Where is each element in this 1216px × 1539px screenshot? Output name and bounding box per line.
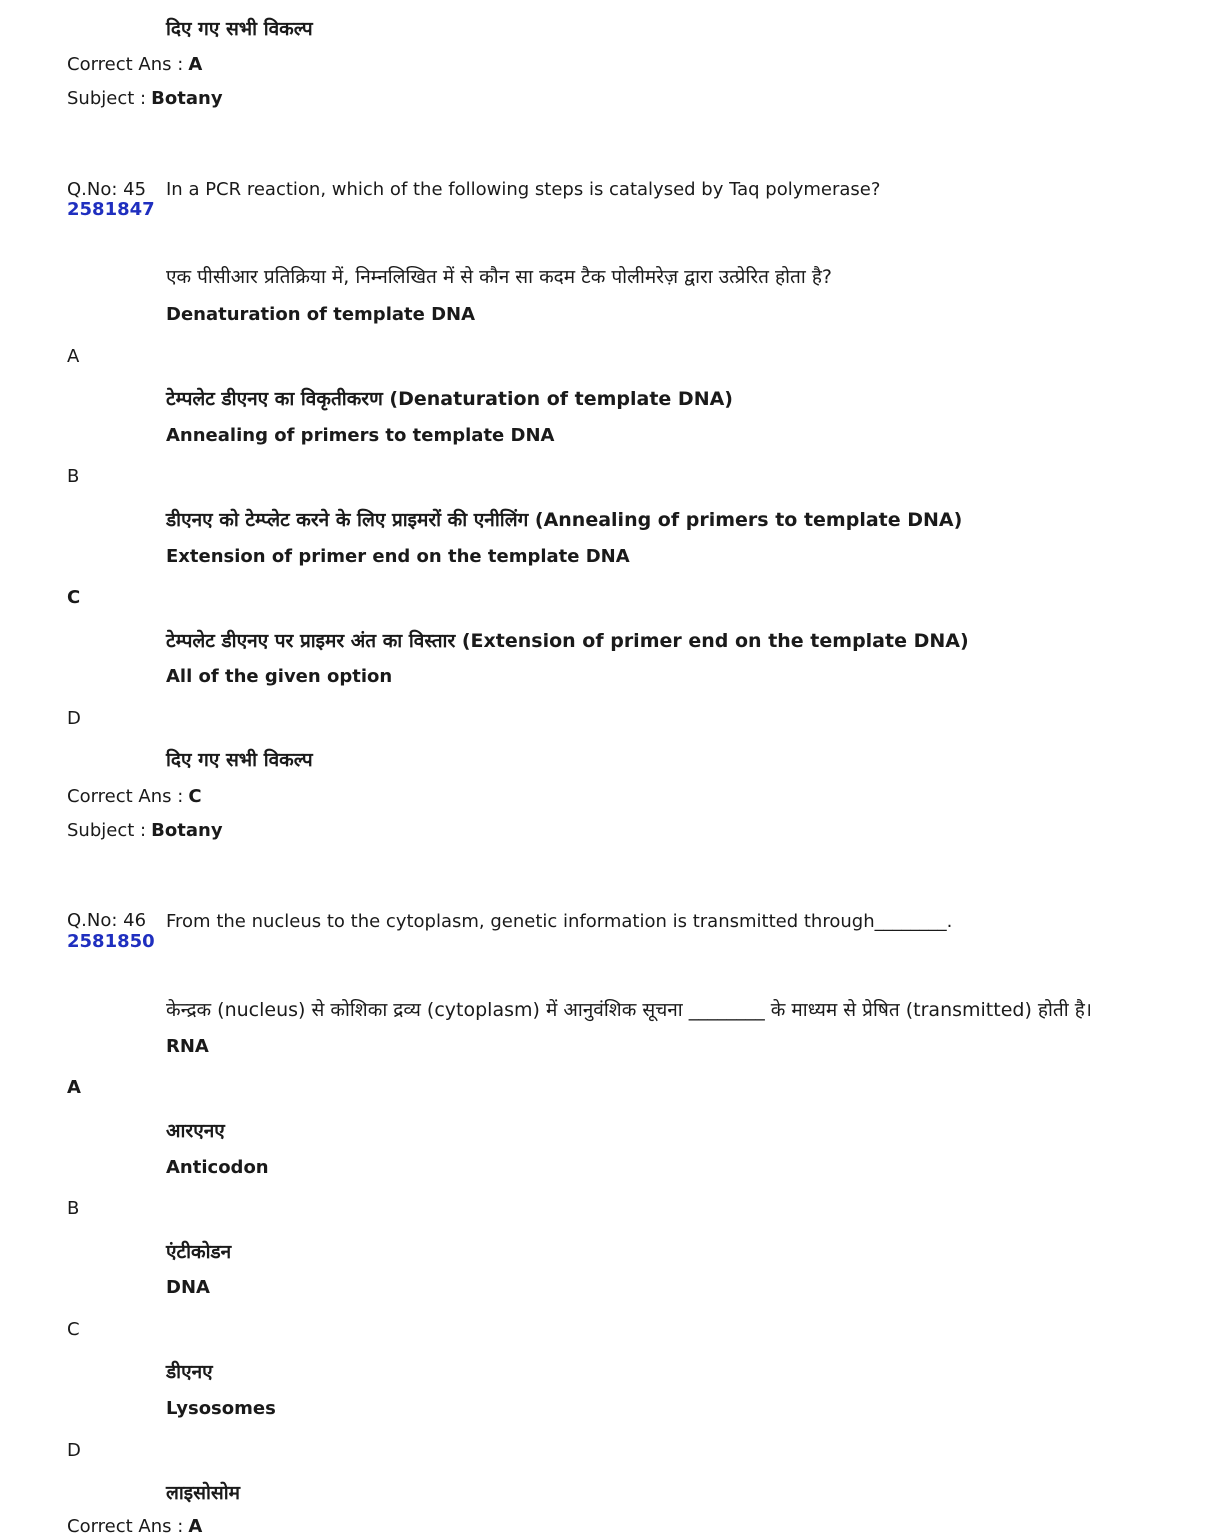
q45-option-d-hi: दिए गए सभी विकल्प bbox=[166, 749, 313, 771]
q45-question-en: In a PCR reaction, which of the following steps is catalysed by Taq polymerase? bbox=[166, 179, 881, 200]
q44-correct-answer bbox=[67, 54, 202, 75]
q45-option-b-letter: B bbox=[67, 466, 80, 487]
q45-option-d-en: All of the given option bbox=[166, 666, 393, 687]
q45-option-c-en: Extension of primer end on the template DNA bbox=[166, 546, 630, 567]
q44-subject bbox=[67, 88, 223, 109]
q45-question-id: 2581847 bbox=[67, 199, 155, 220]
q45-option-a-letter: A bbox=[67, 346, 80, 367]
q44-option-d-hindi: दिए गए सभी विकल्प bbox=[166, 18, 313, 40]
q46-option-c-en: DNA bbox=[166, 1277, 210, 1298]
subject-value: Botany bbox=[151, 820, 223, 841]
q45-question-hi: एक पीसीआर प्रतिक्रिया में, निम्नलिखित में से कौन सा कदम टैक पोलीमरेज़ द्वारा उत्प्रेरित होता है? bbox=[166, 266, 833, 288]
q46-option-d-en: Lysosomes bbox=[166, 1398, 276, 1419]
q45-option-c-hi: टेम्पलेट डीएनए पर प्राइमर अंत का विस्तार (Extension of primer end on the template DNA) bbox=[166, 630, 969, 652]
q45-option-b-hi: डीएनए को टेम्प्लेट करने के लिए प्राइमरों की एनीलिंग (Annealing of primers to template DNA) bbox=[166, 509, 963, 531]
q45-option-a-hi: टेम्पलेट डीएनए का विकृतीकरण (Denaturation of template DNA) bbox=[166, 388, 733, 410]
q46-correct-answer bbox=[67, 1516, 202, 1537]
q46-question-id: 2581850 bbox=[67, 931, 155, 952]
q45-correct-answer bbox=[67, 786, 202, 807]
q46-option-b-letter: B bbox=[67, 1198, 80, 1219]
q46-option-d-hi: लाइसोसोम bbox=[166, 1482, 241, 1504]
q45-number: Q.No: 45 bbox=[67, 179, 147, 200]
q46-option-c-hi: डीएनए bbox=[166, 1361, 213, 1383]
q46-option-a-hi: आरएनए bbox=[166, 1120, 225, 1142]
q46-question-hi: केन्द्रक (nucleus) से कोशिका द्रव्य (cytoplasm) में आनुवंशिक सूचना ________ के माध्यम से प्रेषित (transmitted) होती है। bbox=[166, 999, 1092, 1021]
q46-option-d-letter: D bbox=[67, 1440, 81, 1461]
q46-number: Q.No: 46 bbox=[67, 910, 147, 931]
correct-ans-label: Correct Ans : bbox=[67, 54, 184, 75]
correct-ans-value: A bbox=[188, 1516, 203, 1537]
q45-option-b-en: Annealing of primers to template DNA bbox=[166, 425, 555, 446]
q46-option-b-en: Anticodon bbox=[166, 1157, 269, 1178]
subject-value: Botany bbox=[151, 88, 223, 109]
subject-label: Subject : bbox=[67, 88, 147, 109]
q45-option-a-en: Denaturation of template DNA bbox=[166, 304, 476, 325]
q46-option-a-en: RNA bbox=[166, 1036, 209, 1057]
correct-ans-label: Correct Ans : bbox=[67, 1516, 184, 1537]
correct-ans-value: A bbox=[188, 54, 203, 75]
correct-ans-value: C bbox=[188, 786, 202, 807]
q45-subject bbox=[67, 820, 223, 841]
subject-label: Subject : bbox=[67, 820, 147, 841]
q45-option-c-letter: C bbox=[67, 587, 81, 608]
q46-option-c-letter: C bbox=[67, 1319, 80, 1340]
q46-option-a-letter: A bbox=[67, 1077, 81, 1098]
q46-option-b-hi: एंटीकोडन bbox=[166, 1241, 232, 1263]
correct-ans-label: Correct Ans : bbox=[67, 786, 184, 807]
q45-option-d-letter: D bbox=[67, 708, 81, 729]
q46-question-en: From the nucleus to the cytoplasm, genetic information is transmitted through________. bbox=[166, 911, 953, 932]
